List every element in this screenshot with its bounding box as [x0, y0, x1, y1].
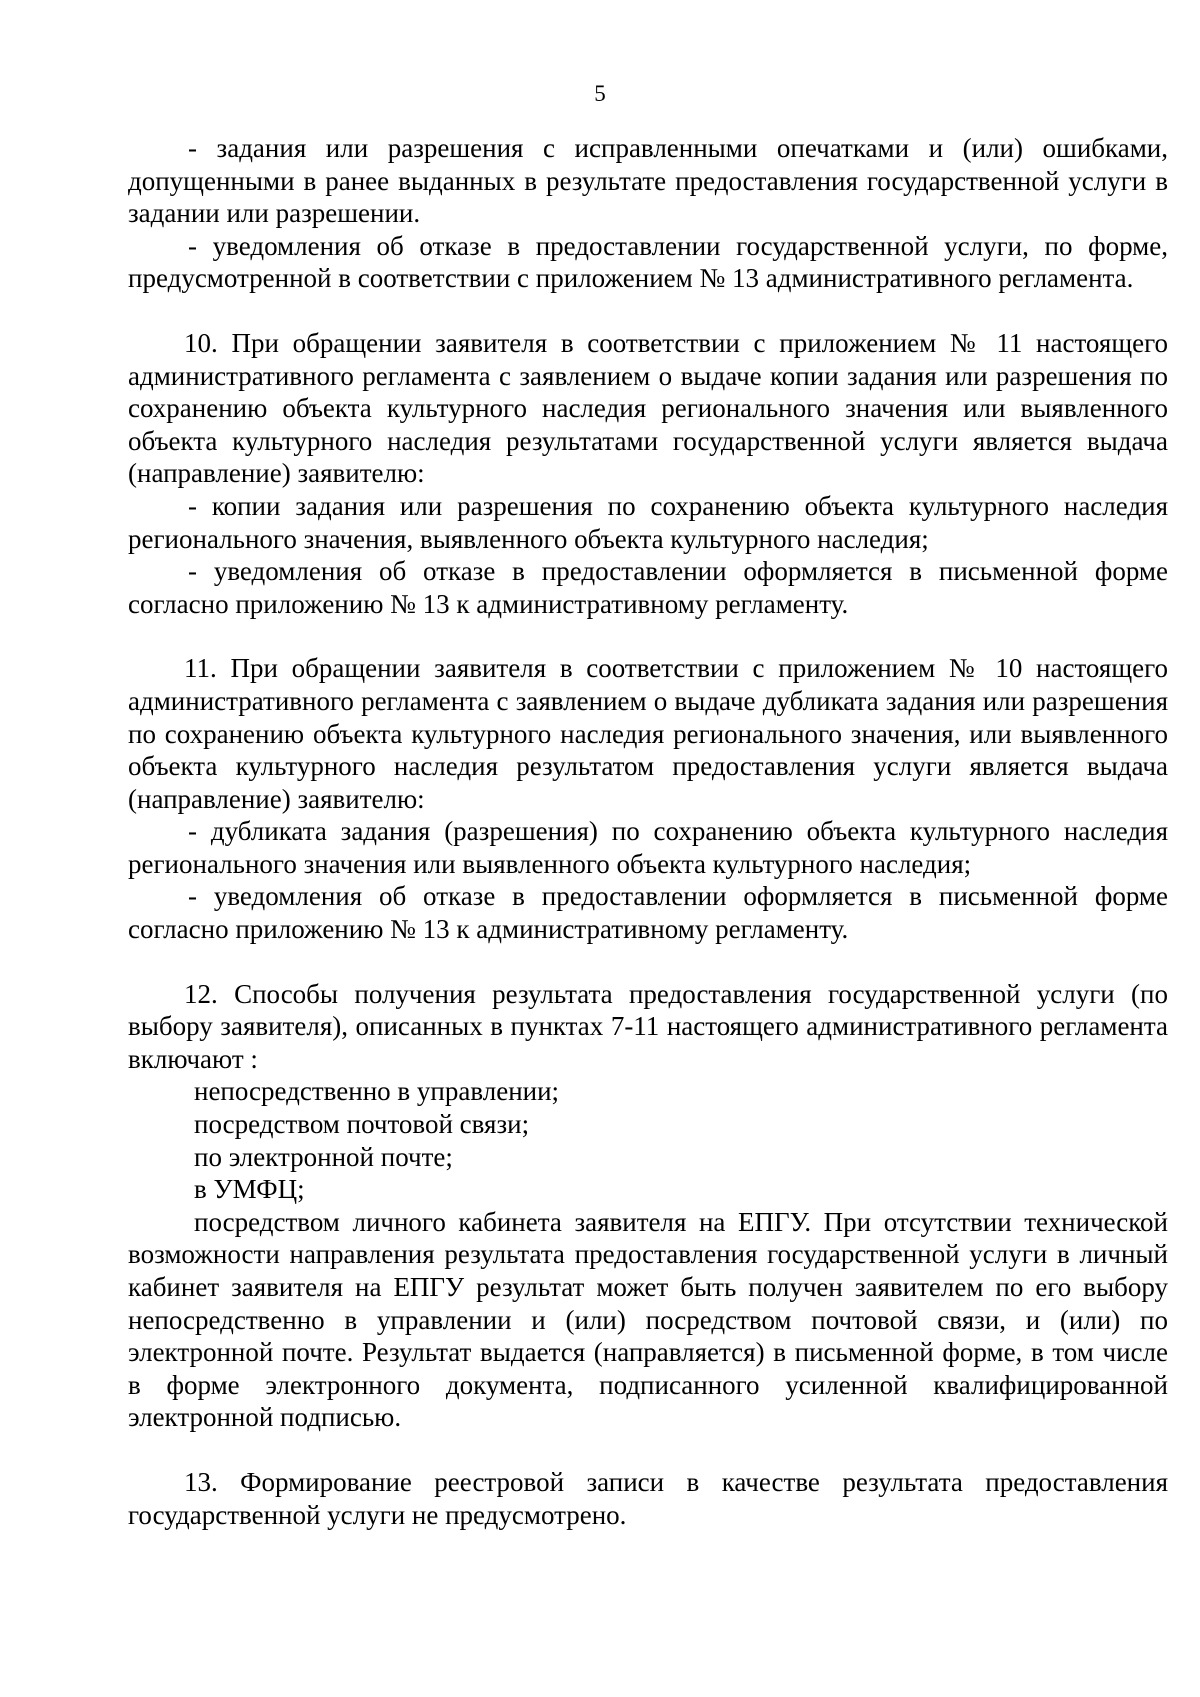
paragraph-12-list-item-3: по электронной почте;	[194, 1141, 453, 1172]
paragraph-10-item-1: - копии задания или разрешения по сохранению объекта культурного наследия регионального значения, выявленного объекта культурного наследия;	[128, 490, 1168, 554]
paragraph-gap	[128, 1434, 1168, 1466]
paragraph-11: 11. При обращении заявителя в соответствии с приложением № 10 настоящего административного регламента с заявлением о выдаче дубликата задания или разрешения по сохранению объекта культурного наследия регионального значения, или выявленного объекта культурного наследия результатом предоставления услуги является выдача (направление) заявителю:	[128, 653, 1168, 814]
document-body	[128, 132, 1168, 1531]
paragraph-12-list-item-4: в УМФЦ;	[194, 1174, 305, 1205]
paragraph-12-last: посредством личного кабинета заявителя на ЕПГУ. При отсутствии технической возможности направления результата предоставления государственной услуги в личный кабинет заявителя на ЕПГУ результат может быть получен заявителем по его выбору непосредственно в управлении и (или) посредством почтовой связи, и (или) по электронной почте. Результат выдается (направляется) в письменной форме, в том числе в форме электронного документа, подписанного усиленной квалифицированной электронной подписью.	[128, 1206, 1168, 1433]
intro-item-2: - уведомления об отказе в предоставлении государственной услуги, по форме, предусмотренной в соответствии с приложением № 13 административного регламента.	[128, 230, 1168, 294]
paragraph-13: 13. Формирование реестровой записи в качестве результата предоставления государственной услуги не предусмотрено.	[128, 1466, 1168, 1530]
paragraph-12: 12. Способы получения результата предоставления государственной услуги (по выбору заявителя), описанных в пунктах 7-11 настоящего административного регламента включают :	[128, 978, 1168, 1074]
page-number: 5	[594, 81, 606, 106]
paragraph-10: 10. При обращении заявителя в соответствии с приложением № 11 настоящего административного регламента с заявлением о выдаче копии задания или разрешения по сохранению объекта культурного наследия регионального значения или выявленного объекта культурного наследия результатами государственной услуги является выдача (направление) заявителю:	[128, 327, 1168, 489]
intro-item-1: - задания или разрешения с исправленными опечатками и (или) ошибками, допущенными в ранее выданных в результате предоставления государственной услуги в задании или разрешении.	[128, 133, 1168, 229]
paragraph-10-item-2: - уведомления об отказе в предоставлении оформляется в письменной форме согласно приложению № 13 к административному регламенту.	[128, 556, 1168, 619]
paragraph-12-list-item-2: посредством почтовой связи;	[194, 1109, 530, 1140]
paragraph-gap	[128, 295, 1168, 327]
paragraph-gap	[128, 946, 1168, 978]
paragraph-gap	[128, 620, 1168, 652]
paragraph-11-item-1: - дубликата задания (разрешения) по сохранению объекта культурного наследия регионального значения или выявленного объекта культурного наследия;	[128, 816, 1168, 879]
paragraph-12-list-item-1: непосредственно в управлении;	[194, 1076, 560, 1107]
paragraph-11-item-2: - уведомления об отказе в предоставлении оформляется в письменной форме согласно приложению № 13 к административному регламенту.	[128, 881, 1168, 945]
